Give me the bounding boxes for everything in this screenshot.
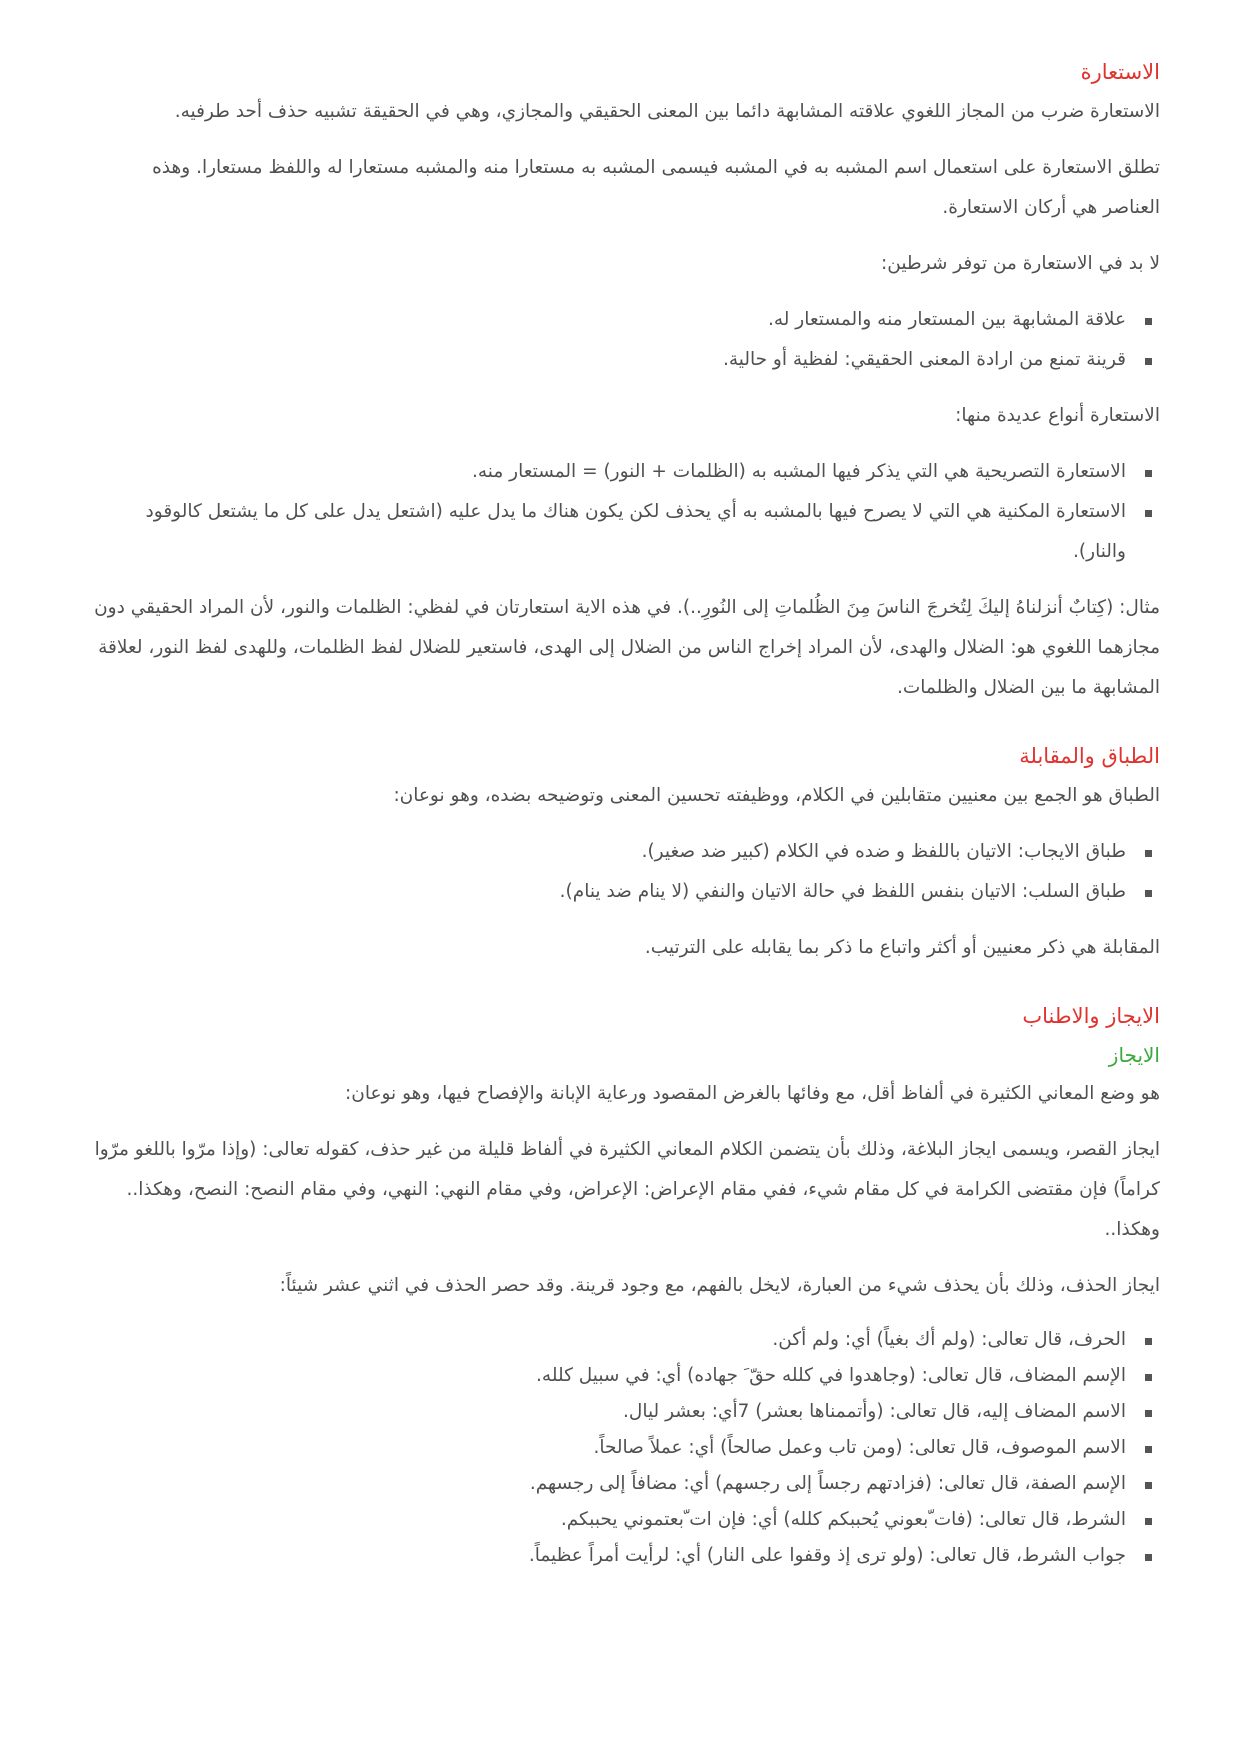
subsection-title-ijaz: الايجاز (1108, 1043, 1160, 1067)
section-title-tibaq: الطباق والمقابلة (1019, 744, 1160, 768)
paragraph-ijaz-qasr: ايجاز القصر، ويسمى ايجاز البلاغة، وذلك بأن يتضمن الكلام المعاني الكثيرة في ألفاظ قليلة من غير حذف، كقوله تعالى: (وإذا مرّوا باللغو مرّوا كراماً) فإن مقتضى الكرامة في كل مقام شيء، ففي مقام الإعراض: الإعراض، وفي مقام النهي: النهي، وفي مقام النصح: النصح، وهكذا.. وهكذا.. (94, 1139, 1160, 1240)
paragraph-usage: تطلق الاستعارة على استعمال اسم المشبه به في المشبه فيسمى المشبه به مستعارا منه والمشبه مستعارا له واللفظ مستعارا. وهذه العناصر هي أركان الاستعارة. (152, 157, 1160, 218)
paragraph-ijaz-hadhf: ايجاز الحذف، وذلك بأن يحذف شيء من العبارة، لايخل بالفهم، مع وجود قرينة. وقد حصر الحذف في اثني عشر شيئاً: (279, 1275, 1160, 1296)
tibaq-kinds-list (90, 832, 1160, 912)
list-item: الإسم الصفة، قال تعالى: (فزادتهم رجساً إلى رجسهم) أي: مضافاً إلى رجسهم. (90, 1466, 1126, 1502)
list-item: جواب الشرط، قال تعالى: (ولو ترى إذ وقفوا على النار) أي: لرأيت أمراً عظيماً. (90, 1538, 1126, 1574)
list-item: الاسم الموصوف، قال تعالى: (ومن تاب وعمل صالحاً) أي: عملاً صالحاً. (90, 1430, 1126, 1466)
list-item: الاسم المضاف إليه، قال تعالى: (وأتممناها بعشر) 7أي: بعشر ليال. (90, 1394, 1126, 1430)
list-item: الشرط، قال تعالى: (فات ّبعوني يُحببكم كلله) أي: فإن ات ّبعتموني يحببكم. (90, 1502, 1126, 1538)
conditions-list (90, 300, 1160, 380)
list-item: الاستعارة المكنية هي التي لا يصرح فيها بالمشبه به أي يحذف لكن يكون هناك ما يدل عليه (اشتعل يدل على كل ما يشتعل كالوقود والنار). (90, 492, 1126, 572)
paragraph-tibaq-definition: الطباق هو الجمع بين معنيين متقابلين في الكلام، ووظيفته تحسين المعنى وتوضيحه بضده، وهو نوعان: (393, 785, 1160, 806)
list-item: الحرف، قال تعالى: (ولم أك بغياً) أي: ولم أكن. (90, 1322, 1126, 1358)
list-item: علاقة المشابهة بين المستعار منه والمستعار له. (90, 300, 1126, 340)
paragraph-types-intro: الاستعارة أنواع عديدة منها: (955, 405, 1160, 426)
section-title-isti3ara: الاستعارة (1080, 60, 1160, 84)
paragraph-example: مثال: (كِتابٌ أنزلناهُ إليكَ لِتُخرجَ الناسَ مِنَ الظُلماتِ إلى النُورِ..). في هذه الاية استعارتان في لفظي: الظلمات والنور، لأن المراد الحقيقي دون مجازهما اللغوي هو: الضلال والهدى، لأن المراد إخراج الناس من الضلال إلى الهدى، فاستعير للضلال لفظ الظلمات، وللهدى لفظ النور، لعلاقة المشابهة ما بين الضلال والظلمات. (94, 597, 1160, 698)
deletions-list (90, 1322, 1160, 1574)
paragraph-definition: الاستعارة ضرب من المجاز اللغوي علاقته المشابهة دائما بين المعنى الحقيقي والمجازي، وهي في الحقيقة تشبيه حذف أحد طرفيه. (174, 101, 1160, 122)
list-item: قرينة تمنع من ارادة المعنى الحقيقي: لفظية أو حالية. (90, 340, 1126, 380)
section-title-ijaz: الايجاز والاطناب (1022, 1004, 1160, 1028)
list-item: الإسم المضاف، قال تعالى: (وجاهدوا في كلله حقّ َ جهاده) أي: في سبيل كلله. (90, 1358, 1126, 1394)
paragraph-ijaz-definition: هو وضع المعاني الكثيرة في ألفاظ أقل، مع وفائها بالغرض المقصود ورعاية الإبانة والإفصاح فيها، وهو نوعان: (345, 1083, 1160, 1104)
list-item: طباق الايجاب: الاتيان باللفظ و ضده في الكلام (كبير ضد صغير). (90, 832, 1126, 872)
paragraph-conditions-intro: لا بد في الاستعارة من توفر شرطين: (881, 253, 1160, 274)
list-item: طباق السلب: الاتيان بنفس اللفظ في حالة الاتيان والنفي (لا ينام ضد ينام). (90, 872, 1126, 912)
paragraph-muqabala: المقابلة هي ذكر معنيين أو أكثر واتباع ما ذكر بما يقابله على الترتيب. (644, 937, 1160, 958)
types-list (90, 452, 1160, 572)
list-item: الاستعارة التصريحية هي التي يذكر فيها المشبه به (الظلمات + النور) = المستعار منه. (90, 452, 1126, 492)
